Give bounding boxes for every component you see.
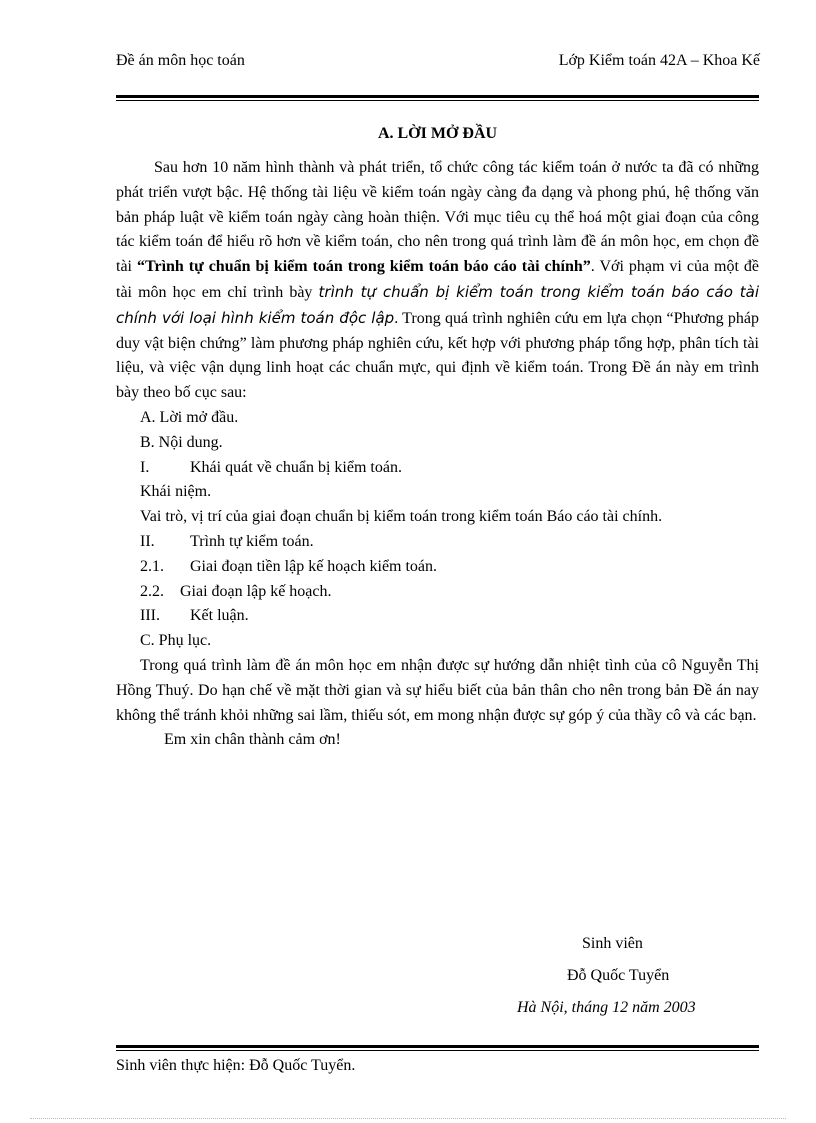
outline-2-1-text: Giai đoạn tiền lập kế hoạch kiểm toán. [190, 557, 438, 575]
outline-2-2 [116, 580, 759, 605]
outline-i-text: Khái quát về chuẩn bị kiểm toán. [190, 458, 402, 476]
header-rule-thin [116, 100, 759, 101]
outline-iii-num: III. [140, 607, 160, 625]
outline-iii-text: Kết luận. [190, 607, 249, 625]
outline-ii-num: II. [140, 532, 155, 550]
intro-scope-italic: trình tự chuẩn bị kiểm toán trong kiểm toán báo cáo tài chính với loại hình kiểm toán độc lập [116, 282, 760, 327]
intro-topic-bold: “Trình tự chuẩn bị kiểm toán trong kiểm toán báo cáo tài chính” [136, 258, 591, 276]
intro-paragraph [116, 156, 759, 406]
outline-iii [116, 604, 759, 629]
outline-i [116, 456, 759, 481]
footer-rule-thin [116, 1050, 759, 1051]
page-edge-dots [30, 1118, 786, 1119]
signature-name: Đỗ Quốc Tuyển [567, 967, 670, 984]
footer-text: Sinh viên thực hiện: Đỗ Quốc Tuyển. [116, 1057, 356, 1074]
outline-i-num: I. [140, 458, 150, 476]
closing-paragraph: Trong quá trình làm đề án môn học em nhận được sự hướng dẫn nhiệt tình của cô Nguyễn Thị Hồng Thuý. Do hạn chế về mặt thời gian và sự hiểu biết của bản thân cho nên trong bản Đề án nay không thể tránh khỏi những sai lầm, thiếu sót, em mong nhận được sự góp ý của thầy cô và các bạn. [116, 656, 759, 724]
outline-b: B. Nội dung. [140, 433, 223, 451]
intro-text-1: Sau hơn 10 năm hình thành và phát triển, tổ chức công tác kiểm toán ở nước ta đã có những phát triển vượt bậc. Hệ thống tài liệu về kiểm toán ngày càng đa dạng và phong phú, hệ thống văn bản pháp luật về kiểm toán ngày càng hoàn thiện. Với mục tiêu cụ thể hoá một giai đoạn của công tác kiểm toán để hiểu rõ hơn về kiểm toán, cho nên trong quá trình làm đề án môn học, em chọn đề tài [116, 159, 759, 276]
intro-text-2: . Với phạm vi của một đề tài môn học em chỉ trình bày [116, 258, 760, 301]
header-rule-thick [116, 95, 759, 98]
outline-2-2-text: Giai đoạn lập kế hoạch. [180, 582, 332, 600]
outline-2-1-num: 2.1. [140, 557, 164, 575]
footer-rule-thick [116, 1045, 759, 1048]
signature-role: Sinh viên [582, 935, 643, 952]
header-right: Lớp Kiểm toán 42A – Khoa Kế [558, 52, 760, 69]
outline-2-2-num: 2.2. [140, 582, 164, 600]
document-body [116, 156, 759, 753]
section-title: A. LỜI MỞ ĐẦU [377, 125, 498, 142]
header-left: Đề án môn học toán [116, 52, 245, 69]
outline-2-1 [116, 555, 759, 580]
outline-c: C. Phụ lục. [140, 632, 212, 650]
outline-a: A. Lời mở đầu. [140, 408, 239, 426]
outline-ii [116, 530, 759, 555]
thanks-line: Em xin chân thành cảm ơn! [164, 731, 341, 749]
signature-place-date: Hà Nội, tháng 12 năm 2003 [517, 999, 696, 1016]
outline-vai-tro: Vai trò, vị trí của giai đoạn chuẩn bị kiểm toán trong kiểm toán Báo cáo tài chính. [140, 508, 663, 526]
outline-ii-text: Trình tự kiểm toán. [190, 532, 314, 550]
intro-text-3: . Trong quá trình nghiên cứu em lựa chọn “Phương pháp duy vật biện chứng” làm phương pháp nghiên cứu, kết hợp với phương pháp tổng hợp, phân tích tài liệu, và việc vận dụng linh hoạt các chuẩn mực, qui định về kiểm toán. Trong Đề án này em trình bày theo bố cục sau: [116, 309, 759, 402]
outline-khai-niem: Khái niệm. [140, 483, 212, 501]
